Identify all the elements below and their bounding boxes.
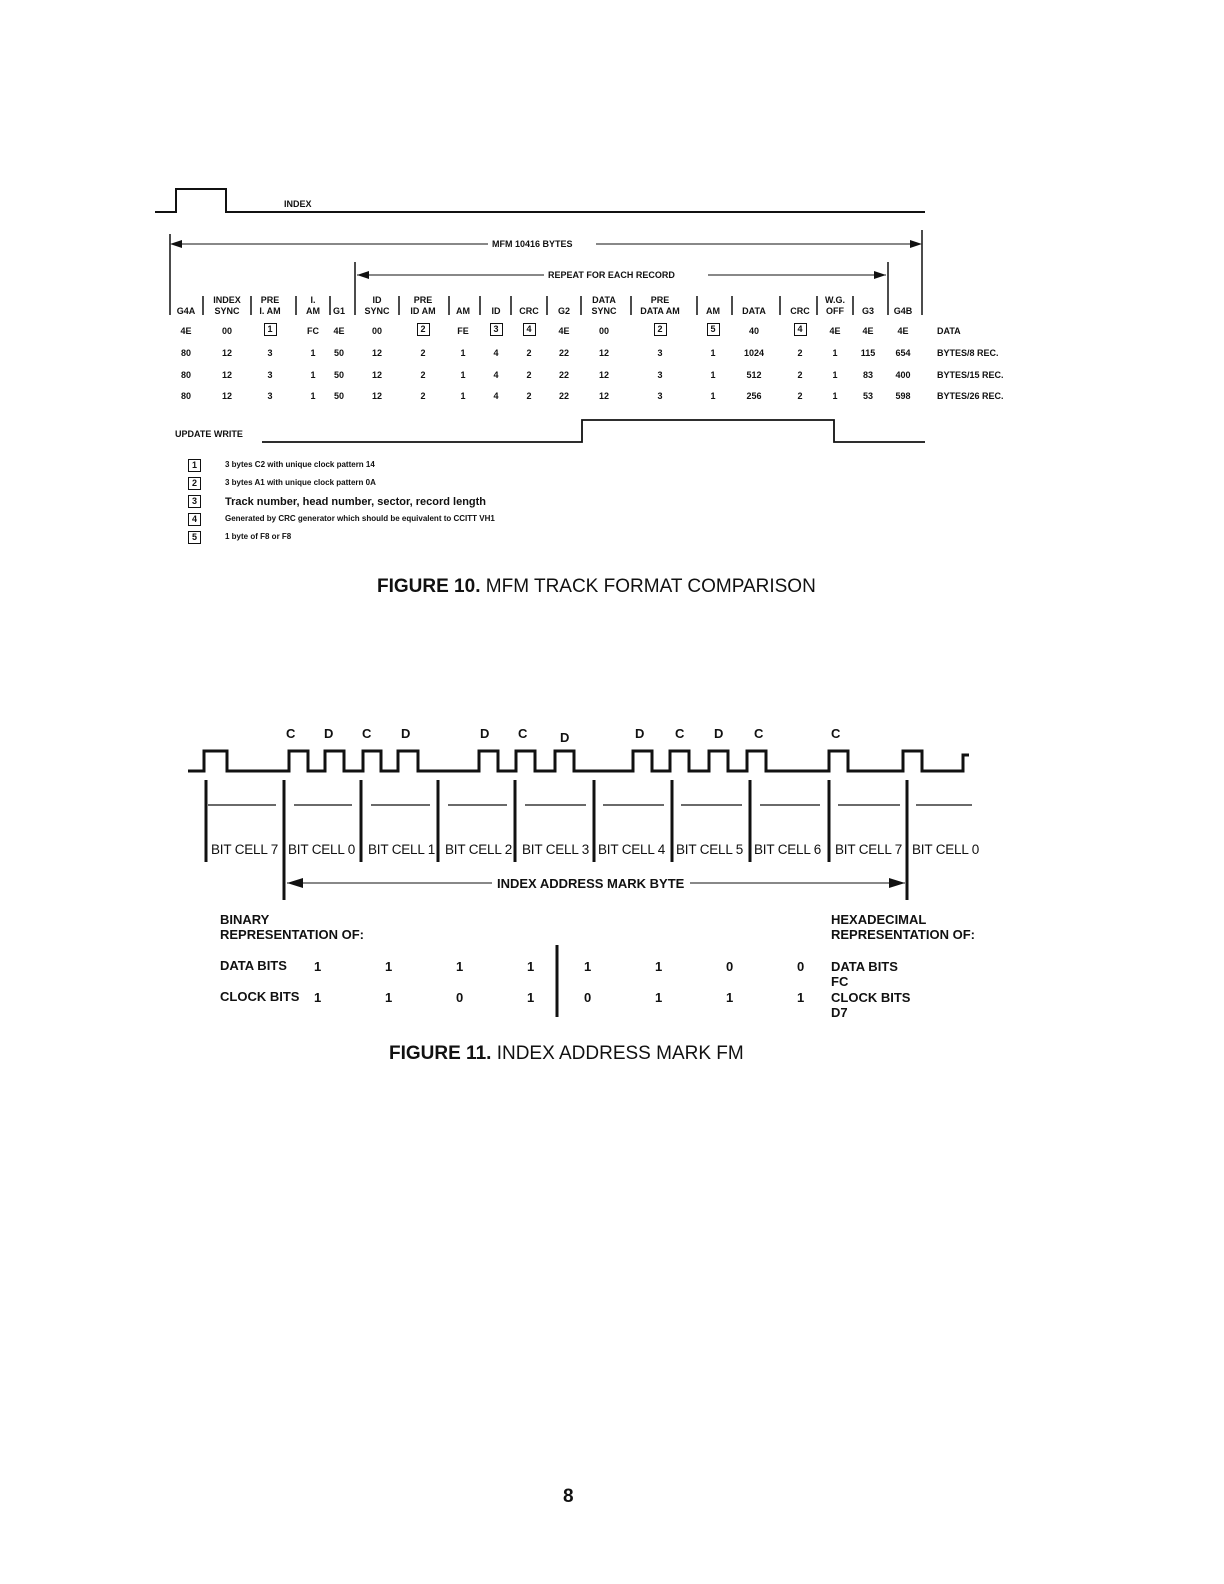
bit-cell-label: BIT CELL 0: [288, 842, 356, 857]
field-header-top: ID: [372, 295, 382, 305]
data-bit: 0: [797, 959, 805, 974]
note-number-box: 5: [188, 531, 201, 544]
pulse-label: C: [286, 726, 296, 741]
figure-10-caption-number: FIGURE 10.: [377, 576, 481, 597]
bit-cell-label: BIT CELL 1: [368, 842, 436, 857]
hex-data-bits-label: DATA BITS: [831, 959, 898, 974]
clock-bit: 1: [385, 990, 393, 1005]
table-cell: 3: [657, 370, 663, 380]
table-cell: 654: [895, 348, 911, 358]
table-cell: 12: [221, 370, 232, 380]
figure-10-lines: [0, 0, 1224, 560]
hex-data-value: FC: [831, 974, 849, 989]
pulse-label: D: [324, 726, 334, 741]
figure-11: [0, 700, 1224, 1064]
bit-cell-label: BIT CELL 5: [676, 842, 744, 857]
data-bit: 1: [385, 959, 393, 974]
note-ref-box: 1: [264, 323, 277, 336]
field-header-bottom: ID: [491, 306, 501, 316]
pulse-label: D: [714, 726, 724, 741]
table-cell: 2: [420, 391, 426, 401]
field-header-top: W.G.: [825, 295, 845, 305]
figure-11-caption: [389, 1043, 744, 1065]
pulse-label: D: [480, 726, 490, 741]
table-cell: 50: [333, 370, 344, 380]
table-cell: 12: [371, 348, 382, 358]
data-bit: 1: [527, 959, 535, 974]
hex-representation-label: REPRESENTATION OF:: [831, 927, 975, 942]
table-cell: 1: [460, 348, 466, 358]
table-cell: 22: [558, 348, 569, 358]
mfm-bytes-label: MFM 10416 BYTES: [492, 239, 573, 249]
data-bit: 1: [655, 959, 663, 974]
fm-waveform: [188, 751, 969, 771]
note-ref-box: 4: [794, 323, 807, 336]
table-cell: 80: [180, 391, 191, 401]
field-header-top: PRE: [260, 295, 280, 305]
row-label: BYTES/8 REC.: [937, 348, 999, 358]
update-write-label: UPDATE WRITE: [175, 429, 243, 439]
table-cell: 4: [493, 391, 499, 401]
table-cell: 83: [862, 370, 873, 380]
table-cell: 50: [333, 391, 344, 401]
pulse-label: C: [518, 726, 528, 741]
table-cell: 12: [221, 391, 232, 401]
table-cell: 2: [797, 348, 803, 358]
pulse-label: C: [675, 726, 685, 741]
table-cell: 12: [371, 391, 382, 401]
field-header-bottom: CRC: [519, 306, 539, 316]
field-header-bottom: AM: [706, 306, 720, 316]
field-header-bottom: AM: [306, 306, 320, 316]
row-label: BYTES/15 REC.: [937, 370, 1004, 380]
bit-cell-label: BIT CELL 7: [211, 842, 279, 857]
table-cell: 3: [267, 348, 273, 358]
pulse-label: D: [635, 726, 645, 741]
page-number: 8: [563, 1486, 574, 1507]
table-cell: 1: [310, 370, 316, 380]
note-number-box: 2: [188, 477, 201, 490]
table-cell: 2: [420, 370, 426, 380]
note-text: 3 bytes C2 with unique clock pattern 14: [225, 460, 375, 469]
bit-cell-label: BIT CELL 0: [912, 842, 980, 857]
table-cell: 2: [797, 391, 803, 401]
clock-bits-label: CLOCK BITS: [220, 989, 300, 1004]
bit-cell-label: BIT CELL 6: [754, 842, 822, 857]
index-address-mark-label: INDEX ADDRESS MARK BYTE: [497, 876, 685, 891]
table-cell: 3: [267, 370, 273, 380]
table-cell: 4E: [897, 326, 909, 336]
field-header-bottom: ID AM: [410, 306, 436, 316]
note-text: 1 byte of F8 or F8: [225, 532, 292, 541]
table-cell: 22: [558, 391, 569, 401]
table-cell: 80: [180, 370, 191, 380]
field-header-bottom: DATA: [742, 306, 766, 316]
data-bits-label: DATA BITS: [220, 958, 287, 973]
table-cell: 256: [746, 391, 762, 401]
note-ref-box: 4: [523, 323, 536, 336]
field-header-bottom: CRC: [790, 306, 810, 316]
table-cell: 1: [832, 391, 838, 401]
table-cell: 2: [797, 370, 803, 380]
table-cell: 50: [333, 348, 344, 358]
row-label: DATA: [937, 326, 961, 336]
field-header-bottom: SYNC: [591, 306, 617, 316]
field-header-bottom: G4A: [176, 306, 196, 316]
table-cell: 2: [526, 391, 532, 401]
note-number-box: 3: [188, 495, 201, 508]
note-ref-box: 5: [707, 323, 720, 336]
note-text: Generated by CRC generator which should be equivalent to CCITT VH1: [225, 514, 495, 523]
table-cell: 1024: [743, 348, 765, 358]
pulse-label: D: [560, 730, 570, 745]
table-cell: 1: [460, 391, 466, 401]
table-cell: 1: [710, 370, 716, 380]
table-cell: 1: [710, 348, 716, 358]
table-cell: FC: [307, 326, 319, 336]
table-cell: 1: [460, 370, 466, 380]
table-cell: 1: [832, 348, 838, 358]
table-cell: 4E: [558, 326, 570, 336]
note-text: 3 bytes A1 with unique clock pattern 0A: [225, 478, 376, 487]
binary-representation-label: REPRESENTATION OF:: [220, 927, 364, 942]
table-cell: 4E: [862, 326, 874, 336]
clock-bit: 1: [726, 990, 734, 1005]
hex-clock-bits-label: CLOCK BITS: [831, 990, 911, 1005]
table-cell: 2: [526, 370, 532, 380]
field-header-bottom: I. AM: [259, 306, 281, 316]
table-cell: 1: [310, 348, 316, 358]
clock-bit: 1: [655, 990, 663, 1005]
field-header-bottom: DATA AM: [640, 306, 680, 316]
table-cell: [401, 323, 445, 336]
table-cell: 4: [493, 348, 499, 358]
pulse-label: D: [401, 726, 411, 741]
field-header-top: I.: [310, 295, 316, 305]
table-cell: 80: [180, 348, 191, 358]
table-cell: 40: [748, 326, 759, 336]
table-cell: 3: [657, 348, 663, 358]
field-header-top: PRE: [650, 295, 670, 305]
table-cell: [638, 323, 682, 336]
note-number-box: 1: [188, 459, 201, 472]
table-cell: 4: [493, 370, 499, 380]
bit-cell-label: BIT CELL 3: [522, 842, 590, 857]
data-bit: 1: [584, 959, 592, 974]
figure-11-lines: [0, 700, 1224, 1040]
table-cell: 22: [558, 370, 569, 380]
table-cell: 512: [746, 370, 762, 380]
field-header-top: INDEX: [213, 295, 241, 305]
table-cell: 4E: [180, 326, 192, 336]
table-cell: 12: [598, 391, 609, 401]
field-header-bottom: AM: [456, 306, 470, 316]
table-cell: 598: [895, 391, 911, 401]
figure-11-caption-number: FIGURE 11.: [389, 1043, 492, 1064]
table-cell: 1: [710, 391, 716, 401]
field-header-bottom: SYNC: [214, 306, 240, 316]
figure-10-caption-text: MFM TRACK FORMAT COMPARISON: [485, 576, 816, 597]
table-cell: 12: [598, 348, 609, 358]
pulse-label: C: [831, 726, 841, 741]
pulse-label: C: [362, 726, 372, 741]
table-cell: 2: [420, 348, 426, 358]
table-cell: 3: [657, 391, 663, 401]
table-cell: 12: [598, 370, 609, 380]
hex-label: HEXADECIMAL: [831, 912, 927, 927]
table-cell: 115: [860, 348, 876, 358]
field-header-bottom: G1: [332, 306, 345, 316]
bit-cell-label: BIT CELL 7: [835, 842, 903, 857]
table-cell: 2: [526, 348, 532, 358]
clock-bit: 1: [797, 990, 805, 1005]
index-pulse: [155, 189, 925, 212]
table-cell: 3: [267, 391, 273, 401]
data-bit: 0: [726, 959, 734, 974]
table-cell: 12: [221, 348, 232, 358]
field-header-bottom: G4B: [893, 306, 913, 316]
table-cell: 53: [862, 391, 873, 401]
table-cell: [248, 323, 292, 336]
note-ref-box: 3: [490, 323, 503, 336]
bit-cell-label: BIT CELL 2: [445, 842, 513, 857]
table-cell: [691, 323, 735, 336]
table-cell: 1: [310, 391, 316, 401]
note-number-box: 4: [188, 513, 201, 526]
index-label: INDEX: [284, 199, 312, 209]
table-cell: 4E: [333, 326, 345, 336]
figure-10: [0, 0, 1224, 597]
table-cell: 1: [832, 370, 838, 380]
note-ref-box: 2: [417, 323, 430, 336]
field-header-bottom: G2: [557, 306, 570, 316]
update-write-waveform: [262, 420, 925, 442]
row-label: BYTES/26 REC.: [937, 391, 1004, 401]
data-bit: 1: [314, 959, 322, 974]
clock-bit: 1: [314, 990, 322, 1005]
note-text: Track number, head number, sector, record length: [225, 496, 487, 508]
field-header-bottom: G3: [861, 306, 874, 316]
field-header-bottom: SYNC: [364, 306, 390, 316]
clock-bit: 0: [584, 990, 592, 1005]
table-cell: 00: [221, 326, 232, 336]
figure-11-caption-text: INDEX ADDRESS MARK FM: [496, 1043, 744, 1064]
note-ref-box: 2: [654, 323, 667, 336]
repeat-label: REPEAT FOR EACH RECORD: [548, 270, 675, 280]
field-header-top: DATA: [592, 295, 616, 305]
pulse-label: C: [754, 726, 764, 741]
binary-label: BINARY: [220, 912, 270, 927]
field-header-top: PRE: [413, 295, 433, 305]
table-cell: 400: [895, 370, 911, 380]
clock-bit: 1: [527, 990, 535, 1005]
clock-bit: 0: [456, 990, 464, 1005]
bit-cell-label: BIT CELL 4: [598, 842, 666, 857]
table-cell: 4E: [829, 326, 841, 336]
table-cell: 00: [371, 326, 382, 336]
table-cell: 12: [371, 370, 382, 380]
table-cell: 00: [598, 326, 609, 336]
field-header-bottom: OFF: [826, 306, 844, 316]
hex-clock-value: D7: [831, 1005, 848, 1020]
figure-10-caption: [377, 576, 816, 598]
data-bit: 1: [456, 959, 464, 974]
table-cell: FE: [457, 326, 469, 336]
